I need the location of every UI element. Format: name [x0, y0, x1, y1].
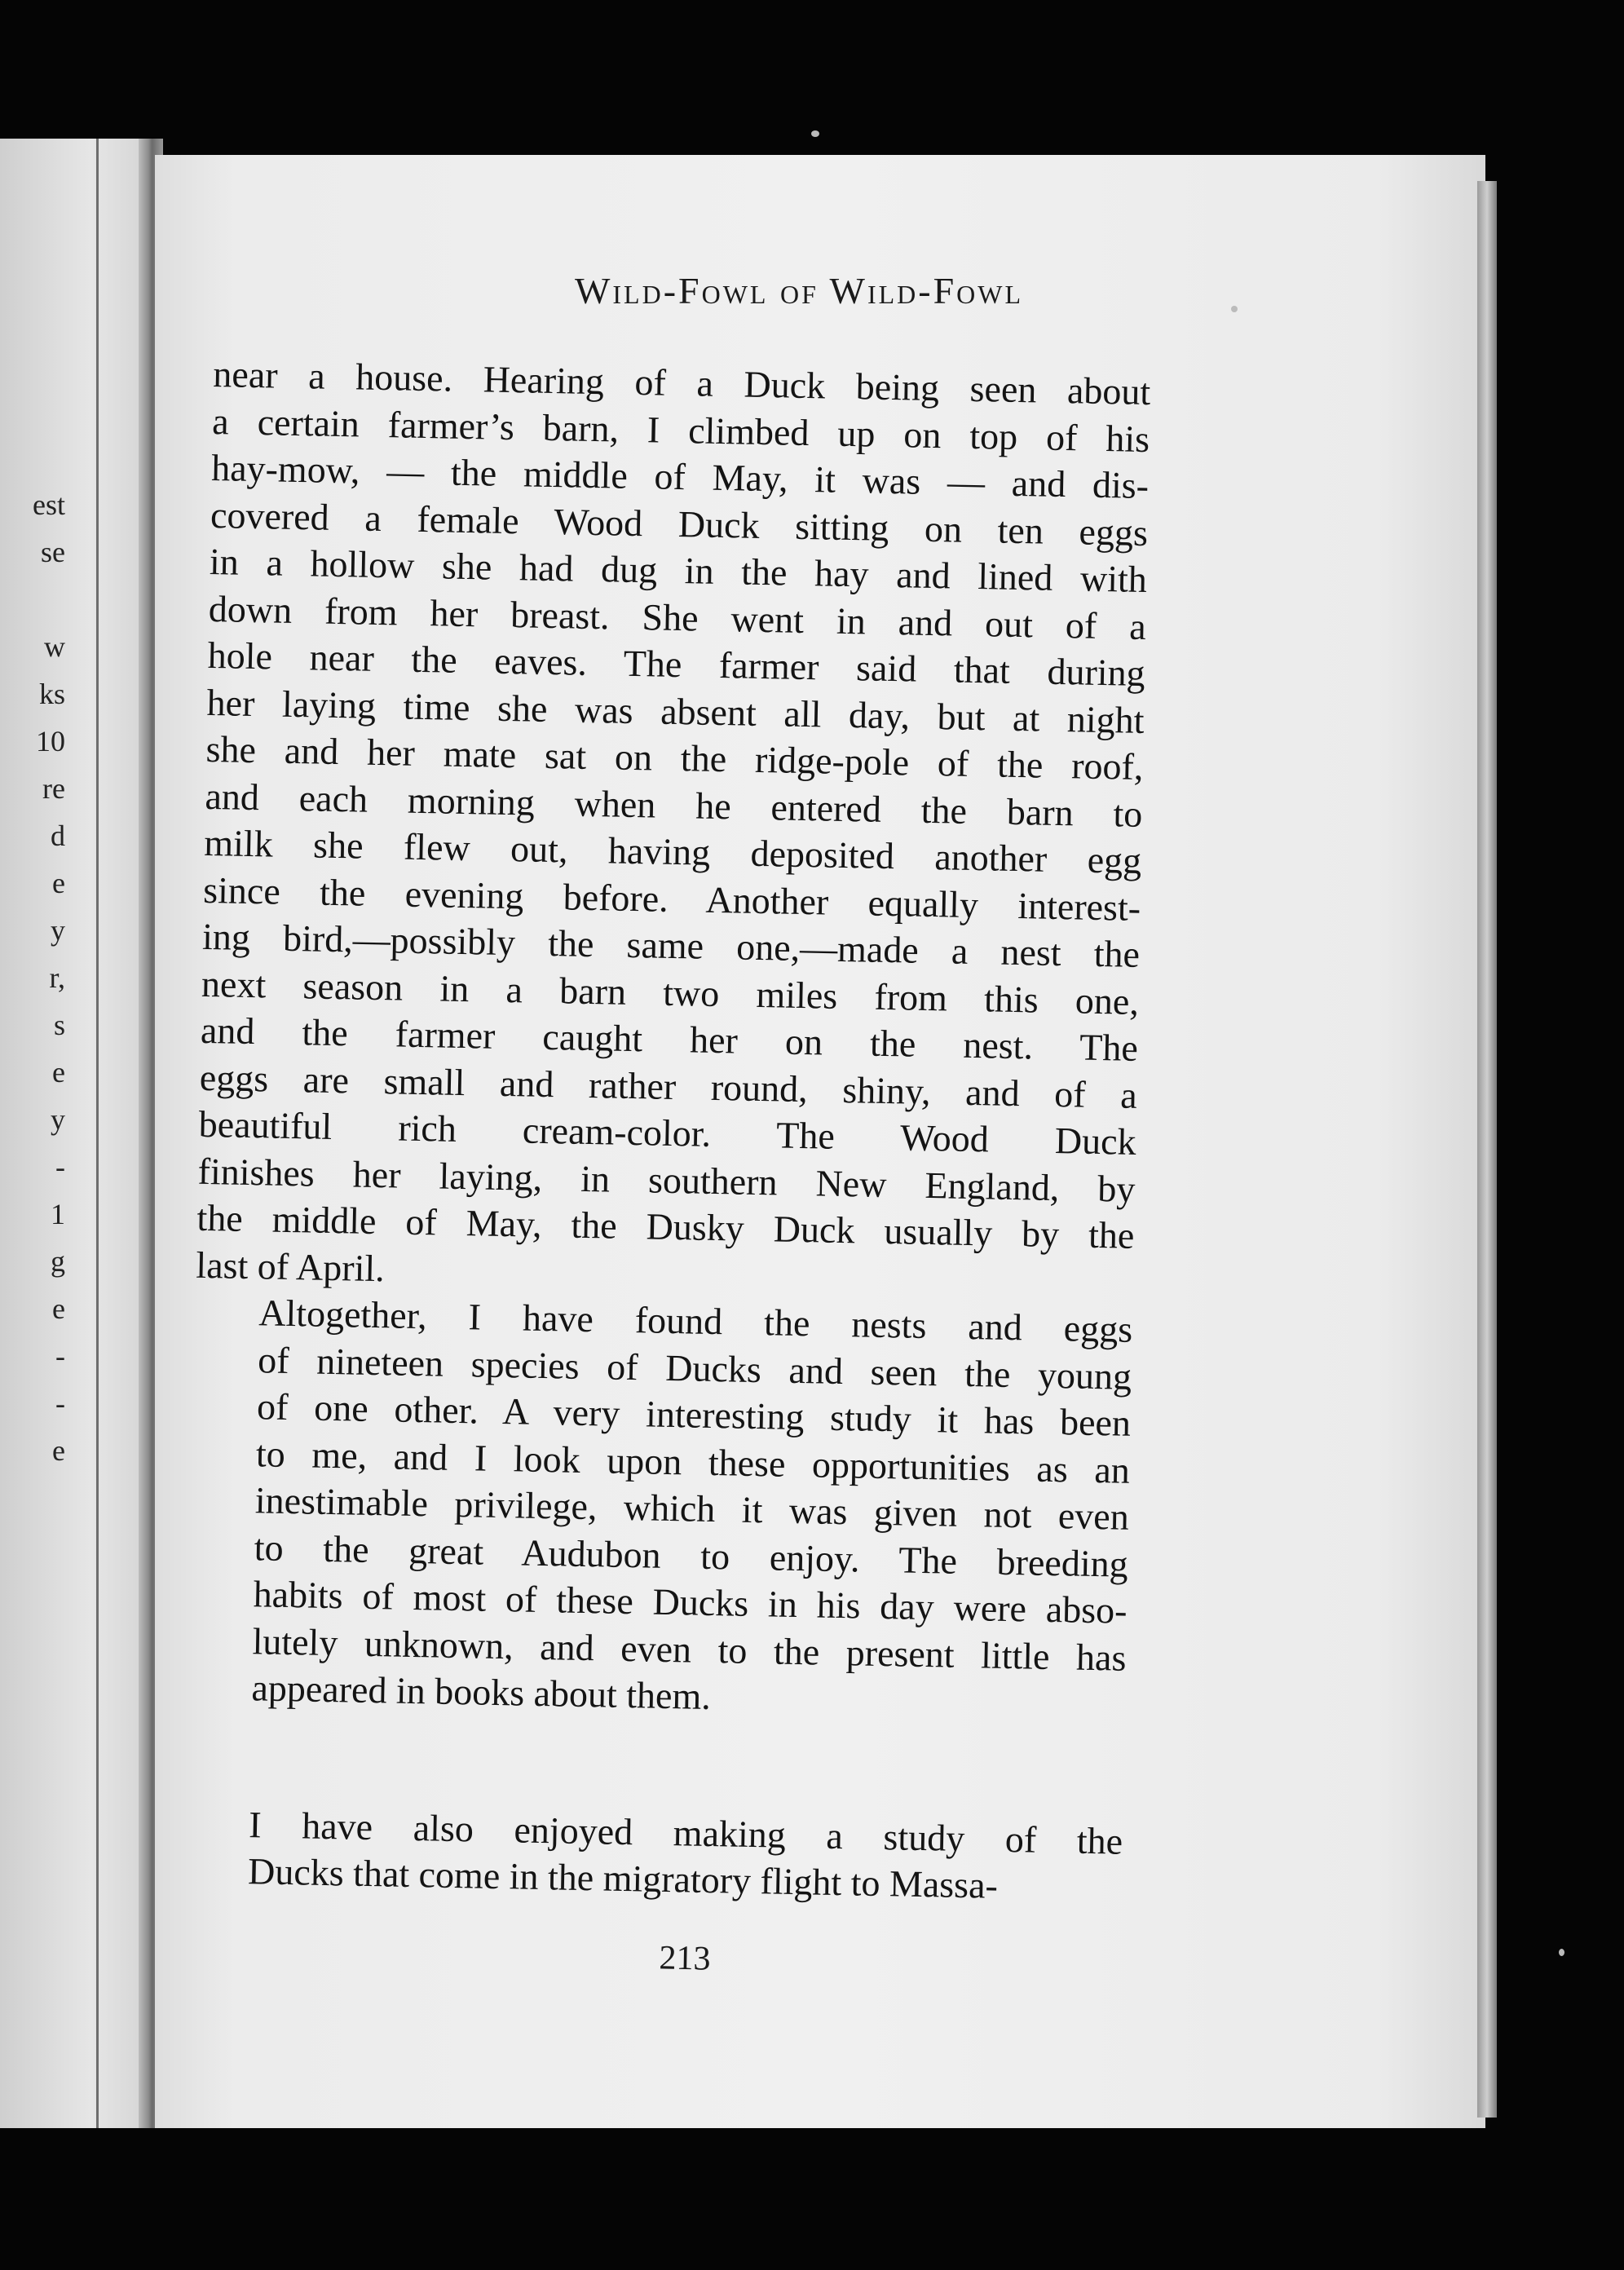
text-line: beautiful rich cream-color. The Wood Duck — [198, 1102, 1137, 1163]
left-fragment: y — [51, 914, 65, 947]
left-fragment: d — [51, 819, 65, 852]
text-line: down from her breast. She went in and out of a — [208, 587, 1147, 647]
text-line: I have also enjoyed making a study of the — [248, 1803, 1123, 1862]
text-line: inestimable privilege, which it was given not even — [254, 1479, 1130, 1538]
left-fragment: e — [52, 1056, 65, 1089]
text-line: of nineteen species of Ducks and seen the young — [257, 1338, 1132, 1398]
left-fragment: e — [52, 867, 65, 899]
paragraph-2 — [188, 1288, 1133, 1728]
text-line: next season in a barn two miles from this one, — [201, 962, 1140, 1022]
text-line: and each morning when he entered the barn to — [205, 775, 1143, 835]
text-line: the middle of May, the Dusky Duck usually by the — [196, 1196, 1135, 1256]
text-line: since the evening before. Another equally interest- — [202, 868, 1141, 929]
running-head: Wild-Fowl of Wild-Fowl — [574, 270, 1024, 311]
text-line: ing bird,—possibly the same one,—made a nest the — [201, 915, 1141, 975]
left-fragment: re — [42, 772, 65, 805]
left-fragment: - — [55, 1150, 65, 1183]
left-fragment: se — [41, 536, 65, 568]
left-fragment: 1 — [51, 1198, 65, 1230]
text-line: hay-mow, — the middle of May, it was — and dis- — [210, 446, 1150, 507]
dust-speck — [1231, 306, 1238, 312]
text-line: of one other. A very interesting study it has been — [256, 1385, 1132, 1444]
dust-speck — [811, 130, 819, 137]
text-line: a certain farmer’s barn, I climbed up on top of his — [211, 400, 1150, 460]
text-line: Ducks that come in the migratory flight to Massa- — [247, 1850, 999, 1906]
text-line: and the farmer caught her on the nest. The — [200, 1009, 1139, 1069]
text-line: habits of most of these Ducks in his day were abso- — [253, 1573, 1128, 1632]
text-line: in a hollow she had dug in the hay and lined with — [209, 540, 1148, 601]
text-line: milk she flew out, having deposited another egg — [203, 821, 1142, 881]
page-edge — [1477, 181, 1497, 2118]
left-fragment: y — [51, 1103, 65, 1136]
paragraph-1 — [196, 351, 1151, 1306]
text-line: last of April. — [195, 1243, 386, 1289]
left-fragment — [0, 576, 65, 623]
text-line: near a house. Hearing of a Duck being seen about — [212, 352, 1151, 413]
text-line: appeared in books about them. — [251, 1667, 712, 1718]
body-text — [184, 351, 1151, 1911]
left-fragment: ks — [38, 678, 65, 710]
text-line: covered a female Wood Duck sitting on ten eggs — [210, 493, 1149, 554]
left-fragment: w — [44, 630, 65, 663]
left-fragment: - — [55, 1387, 65, 1420]
text-line: lutely unknown, and even to the present little has — [252, 1619, 1127, 1679]
text-line: to me, and I look upon these opportunities as an — [255, 1432, 1131, 1491]
gutter-shadow-line — [96, 139, 99, 2128]
left-facing-page — [0, 139, 151, 2128]
dust-speck — [1559, 1949, 1564, 1956]
text-line: Altogether, I have found the nests and eggs — [258, 1292, 1133, 1350]
left-fragment: e — [52, 1292, 65, 1325]
text-line: eggs are small and rather round, shiny, and of a — [199, 1056, 1138, 1116]
left-fragment: s — [53, 1009, 65, 1041]
paragraph-3 — [184, 1800, 1123, 1911]
left-fragment: r, — [49, 961, 65, 994]
page-number: 213 — [659, 1939, 711, 1978]
text-line: hole near the eaves. The farmer said that during — [207, 634, 1146, 695]
left-fragment: est — [33, 488, 65, 521]
text-line: to the great Audubon to enjoy. The breeding — [254, 1526, 1129, 1585]
left-fragment: e — [52, 1434, 65, 1467]
left-page-text-fragments — [0, 481, 65, 1474]
section-break — [186, 1710, 1125, 1817]
text-line: she and her mate sat on the ridge-pole of the roof, — [205, 727, 1144, 788]
text-line: finishes her laying, in southern New England, by — [197, 1150, 1136, 1210]
text-line: her laying time she was absent all day, but at night — [206, 681, 1145, 741]
left-fragment: g — [51, 1245, 65, 1278]
left-fragment: - — [55, 1340, 65, 1372]
left-fragment: 10 — [36, 725, 65, 757]
